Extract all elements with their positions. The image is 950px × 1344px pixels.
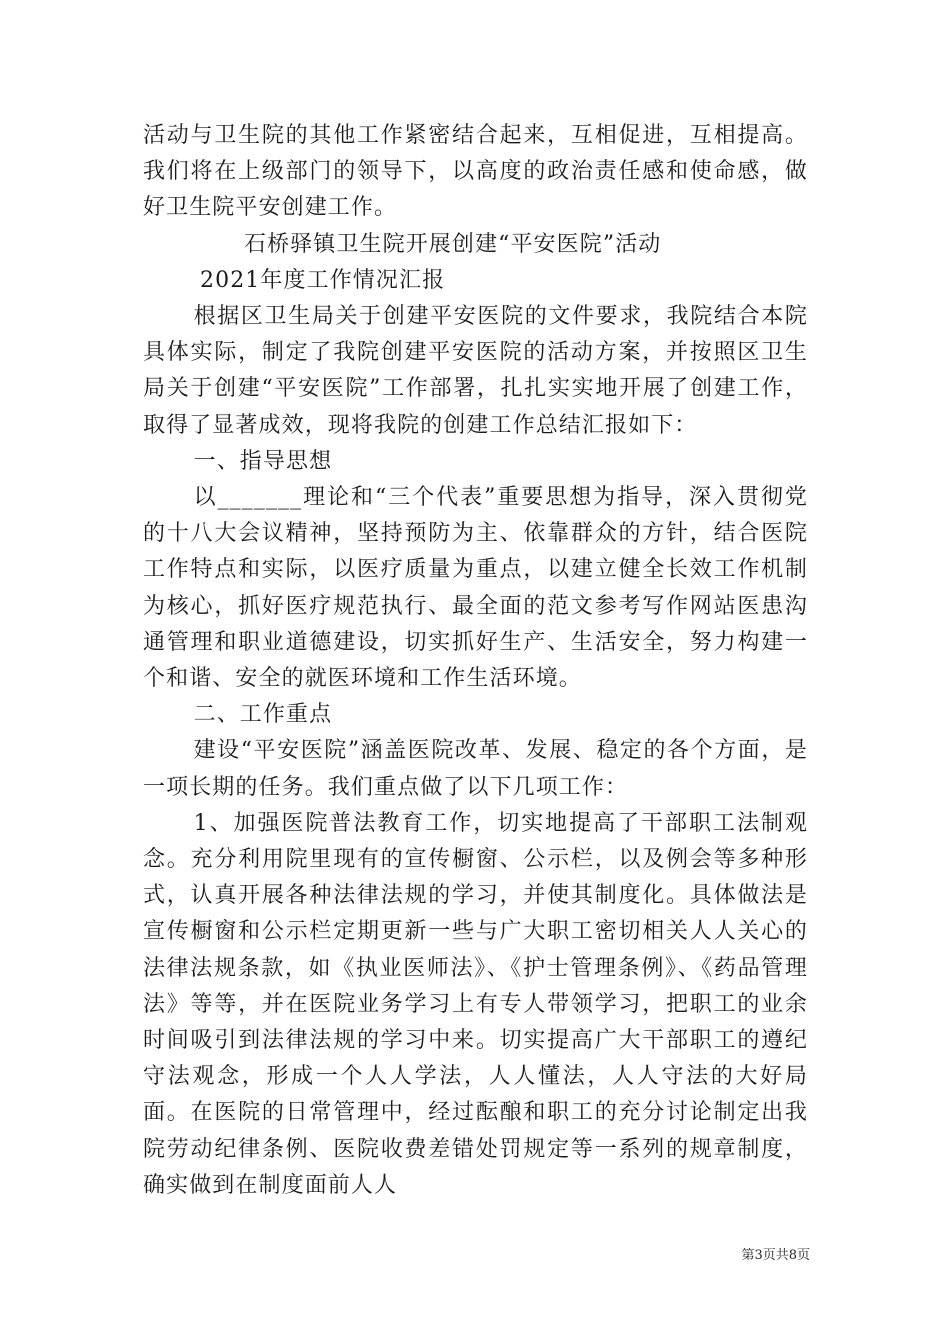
report-title: 石桥驿镇卫生院开展创建“平安医院”活动 bbox=[244, 231, 662, 257]
page-number: 第3页共8页 bbox=[741, 1248, 810, 1263]
paragraph-legal-education: 1、加强医院普法教育工作，切实地提高了干部职工法制观念。充分利用院里现有的宣传橱窗、公示栏，以及例会等多种形式，认真开展各种法律法规的学习，并使其制度化。具体做法是宣传橱窗和公示栏定期更新一些与广大职工密切相关人人关心的法律法规条款，如《执业医师法》、《护士管理条例》、《药品管理法》等等，并在医院业务学习上有专人带领学习，把职工的业余时间吸引到法律法规的学习中来。切实提高广大干部职工的遵纪守法观念，形成一个人人学法，人人懂法，人人守法的大好局面。在医院的日常管理中，经过酝酿和职工的充分讨论制定出我院劳动纪律条例、医院收费差错处罚规定等一系列的规章制度，确实做到在制度面前人人 bbox=[143, 810, 808, 1198]
section-heading-work-focus: 二、工作重点 bbox=[193, 702, 333, 728]
paragraph-work-focus: 建设“平安医院”涵盖医院改革、发展、稳定的各个方面，是一项长期的任务。我们重点做了以下几项工作： bbox=[143, 738, 808, 800]
report-subtitle: 2021年度工作情况汇报 bbox=[200, 267, 446, 293]
paragraph-intro: 根据区卫生局关于创建平安医院的文件要求，我院结合本院具体实际，制定了我院创建平安医院的活动方案，并按照区卫生局关于创建“平安医院”工作部署，扎扎实实地开展了创建工作，取得了显著成效，现将我院的创建工作总结汇报如下： bbox=[143, 304, 808, 438]
paragraph-continuation: 活动与卫生院的其他工作紧密结合起来，互相促进，互相提高。我们将在上级部门的领导下，以高度的政治责任感和使命感，做好卫生院平安创建工作。 bbox=[143, 123, 808, 221]
section-heading-guiding-ideology: 一、指导思想 bbox=[193, 448, 333, 474]
paragraph-guiding-ideology: 以_______理论和“三个代表”重要思想为指导，深入贯彻党的十八大会议精神，坚持预防为主、依靠群众的方针，结合医院工作特点和实际，以医疗质量为重点，以建立健全长效工作机制为核心，抓好医疗规范执行、最全面的范文参考写作网站医患沟通管理和职业道德建设，切实抓好生产、生活安全，努力构建一个和谐、安全的就医环境和工作生活环境。 bbox=[143, 485, 808, 692]
document-body bbox=[143, 118, 808, 1204]
